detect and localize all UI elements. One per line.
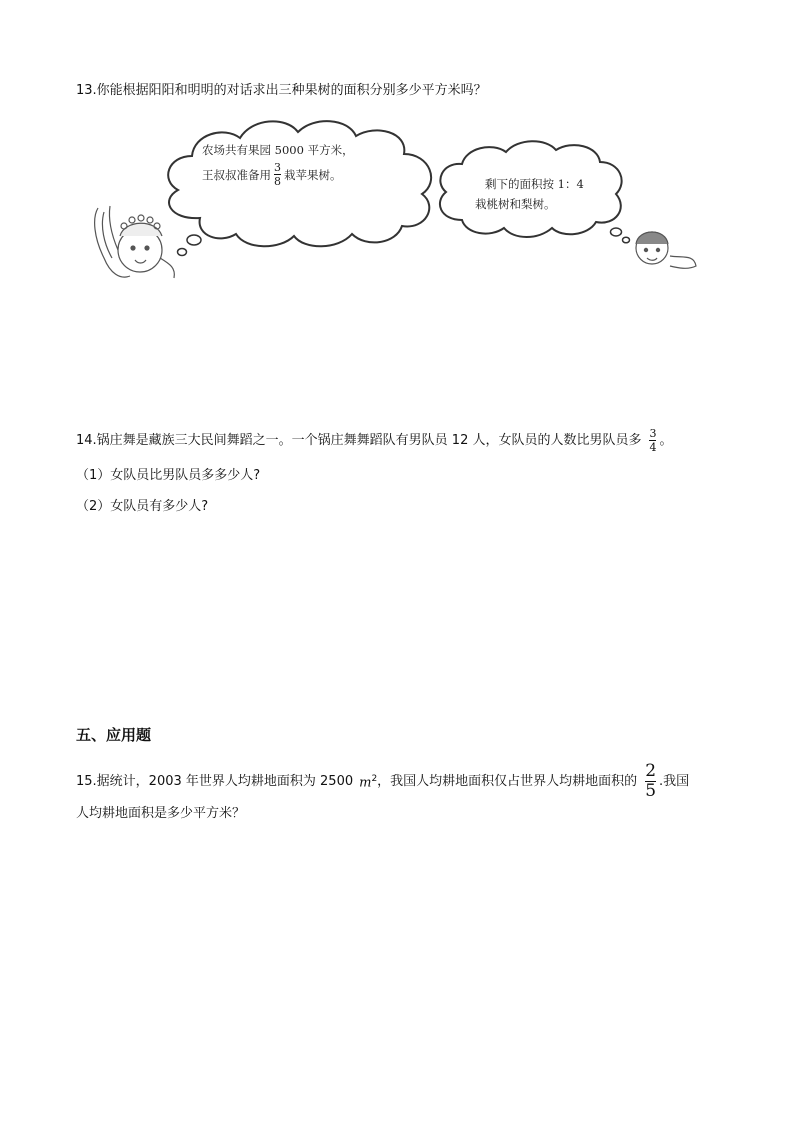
question-14-end: 。: [659, 432, 673, 448]
girl-angel-figure: [95, 206, 175, 278]
section-title: 五、应用题: [76, 726, 152, 744]
left-bubble-line2: [202, 162, 342, 187]
unit-base: m: [359, 775, 372, 791]
question-15-mid: ，我国人均耕地面积仅占世界人均耕地面积的: [377, 773, 638, 789]
fraction-denominator: 5: [645, 781, 657, 801]
fraction-numerator: 3: [274, 161, 281, 174]
fraction-denominator: 8: [274, 175, 281, 188]
left-bubble-line2-post: 栽苹果树。: [284, 167, 342, 182]
fraction-numerator: 2: [645, 761, 657, 781]
question-14-sub2: （2）女队员有多少人?: [76, 499, 209, 514]
question-14-main: 14.锅庄舞是藏族三大民间舞蹈之一。一个锅庄舞舞蹈队有男队员 12 人，女队员的人数比男队员多: [76, 432, 642, 448]
question-15-line1: [76, 763, 689, 800]
area-unit: [359, 769, 377, 793]
fraction-three-eighths: [274, 162, 281, 187]
dialogue-illustration: [90, 108, 710, 288]
boy-figure: [636, 232, 696, 268]
right-bubble-line2: 栽桃树和梨树。: [475, 197, 556, 211]
unit-exponent: 2: [371, 774, 378, 785]
question-13-text: 13.你能根据阳阳和明明的对话求出三种果树的面积分别多少平方米吗？: [76, 83, 487, 98]
question-15-post: .我国: [659, 773, 690, 789]
left-bubble-line2-pre: 王叔叔准备用: [202, 167, 271, 182]
left-bubble-line1: 农场共有果园 5000 平方米，: [202, 143, 354, 157]
fraction-numerator: 3: [649, 427, 657, 440]
question-14-text: [76, 428, 673, 453]
question-14-sub1: （1）女队员比男队员多多少人?: [76, 468, 261, 483]
fraction-three-quarters: [649, 428, 656, 453]
question-15-line2: 人均耕地面积是多少平方米？: [76, 806, 246, 821]
question-15-pre: 15.据统计，2003 年世界人均耕地面积为 2500: [76, 773, 354, 789]
fraction-two-fifths: [645, 763, 656, 800]
fraction-denominator: 4: [649, 441, 657, 454]
right-bubble-line1: 剩下的面积按 1：4: [485, 177, 584, 191]
